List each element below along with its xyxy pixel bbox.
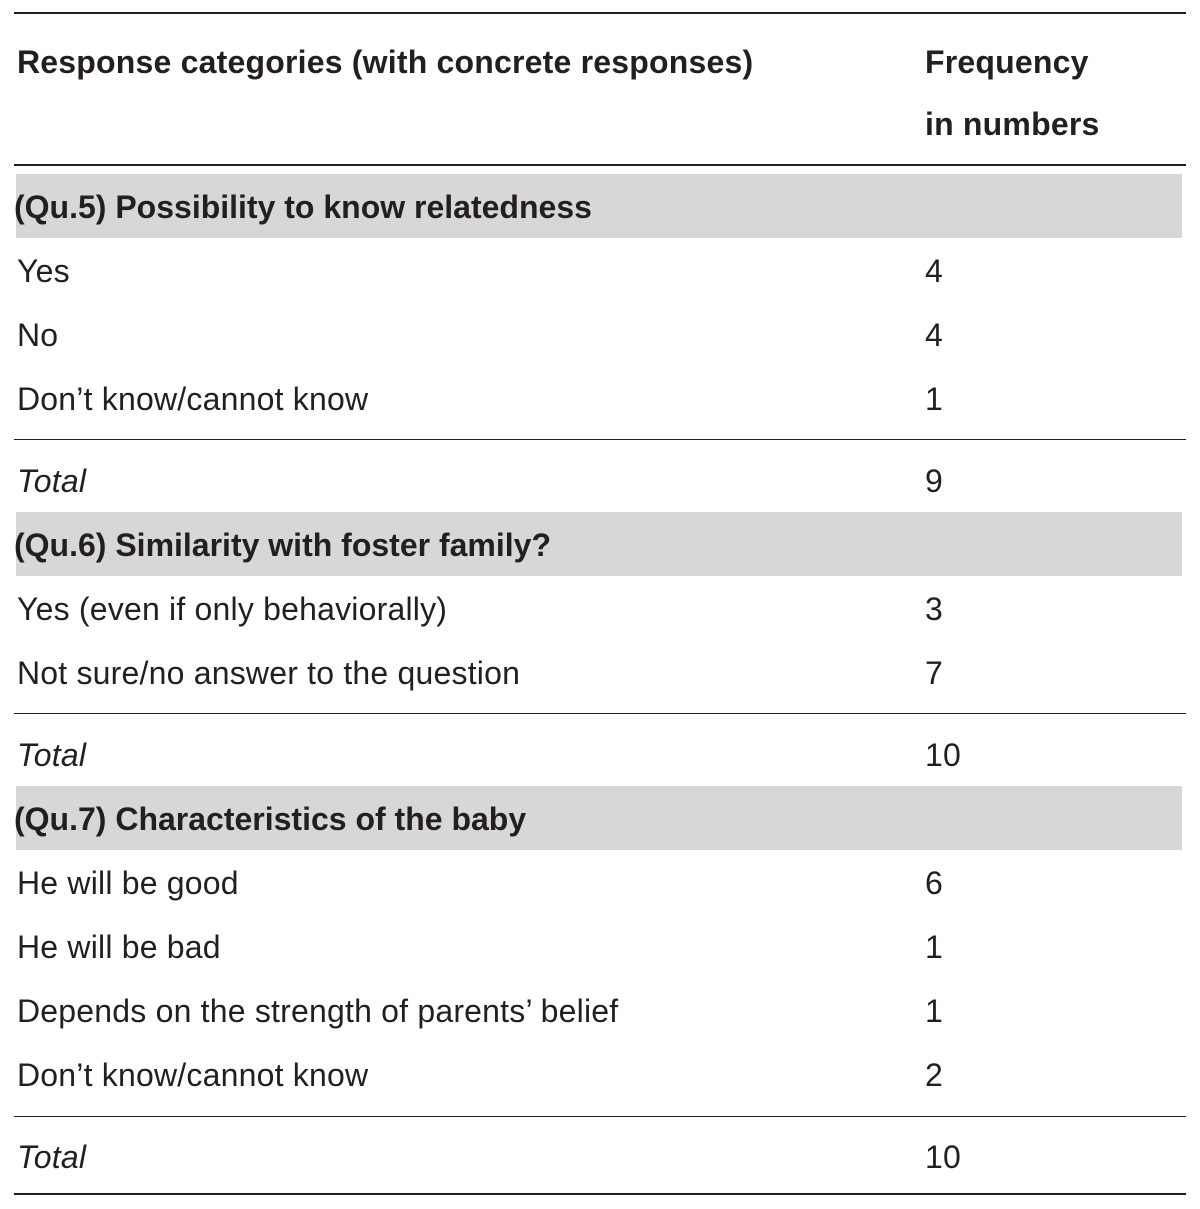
group-total-rule	[14, 713, 1186, 714]
table-row-label: Not sure/no answer to the question	[17, 655, 521, 691]
table-row-label: Depends on the strength of parents’ belief	[17, 993, 619, 1029]
total-label: Total	[17, 1139, 87, 1175]
column-header-categories: Response categories (with concrete responses)	[17, 44, 754, 80]
table-row-value: 4	[925, 317, 943, 353]
table-row-value: 3	[925, 591, 943, 627]
table-row-value: 1	[925, 381, 943, 417]
table-row-value: 2	[925, 1057, 943, 1093]
header-bottom-rule	[14, 164, 1186, 166]
total-value: 10	[925, 1139, 961, 1175]
total-value: 9	[925, 463, 943, 499]
table-row-value: 4	[925, 253, 943, 289]
table-row-label: He will be good	[17, 865, 239, 901]
table-row-label: Don’t know/cannot know	[17, 1057, 369, 1093]
table-row-value: 1	[925, 993, 943, 1029]
group-heading: (Qu.6) Similarity with foster family?	[14, 527, 551, 563]
column-header-frequency-line2: in numbers	[925, 106, 1100, 142]
table-row-label: No	[17, 317, 59, 353]
table-row-label: Don’t know/cannot know	[17, 381, 369, 417]
table-row-value: 6	[925, 865, 943, 901]
table-row-label: He will be bad	[17, 929, 221, 965]
group-total-rule	[14, 1116, 1186, 1117]
group-heading: (Qu.7) Characteristics of the baby	[14, 801, 527, 837]
group-heading: (Qu.5) Possibility to know relatedness	[14, 189, 592, 225]
table-row-value: 7	[925, 655, 943, 691]
table-row-label: Yes (even if only behaviorally)	[17, 591, 448, 627]
table-row-label: Yes	[17, 253, 70, 289]
group-total-rule	[14, 439, 1186, 440]
frequency-table	[14, 0, 1186, 1209]
table-top-rule	[14, 12, 1186, 14]
total-label: Total	[17, 737, 87, 773]
column-header-frequency-line1: Frequency	[925, 44, 1089, 80]
total-label: Total	[17, 463, 87, 499]
table-row-value: 1	[925, 929, 943, 965]
table-bottom-rule	[14, 1193, 1186, 1195]
total-value: 10	[925, 737, 961, 773]
